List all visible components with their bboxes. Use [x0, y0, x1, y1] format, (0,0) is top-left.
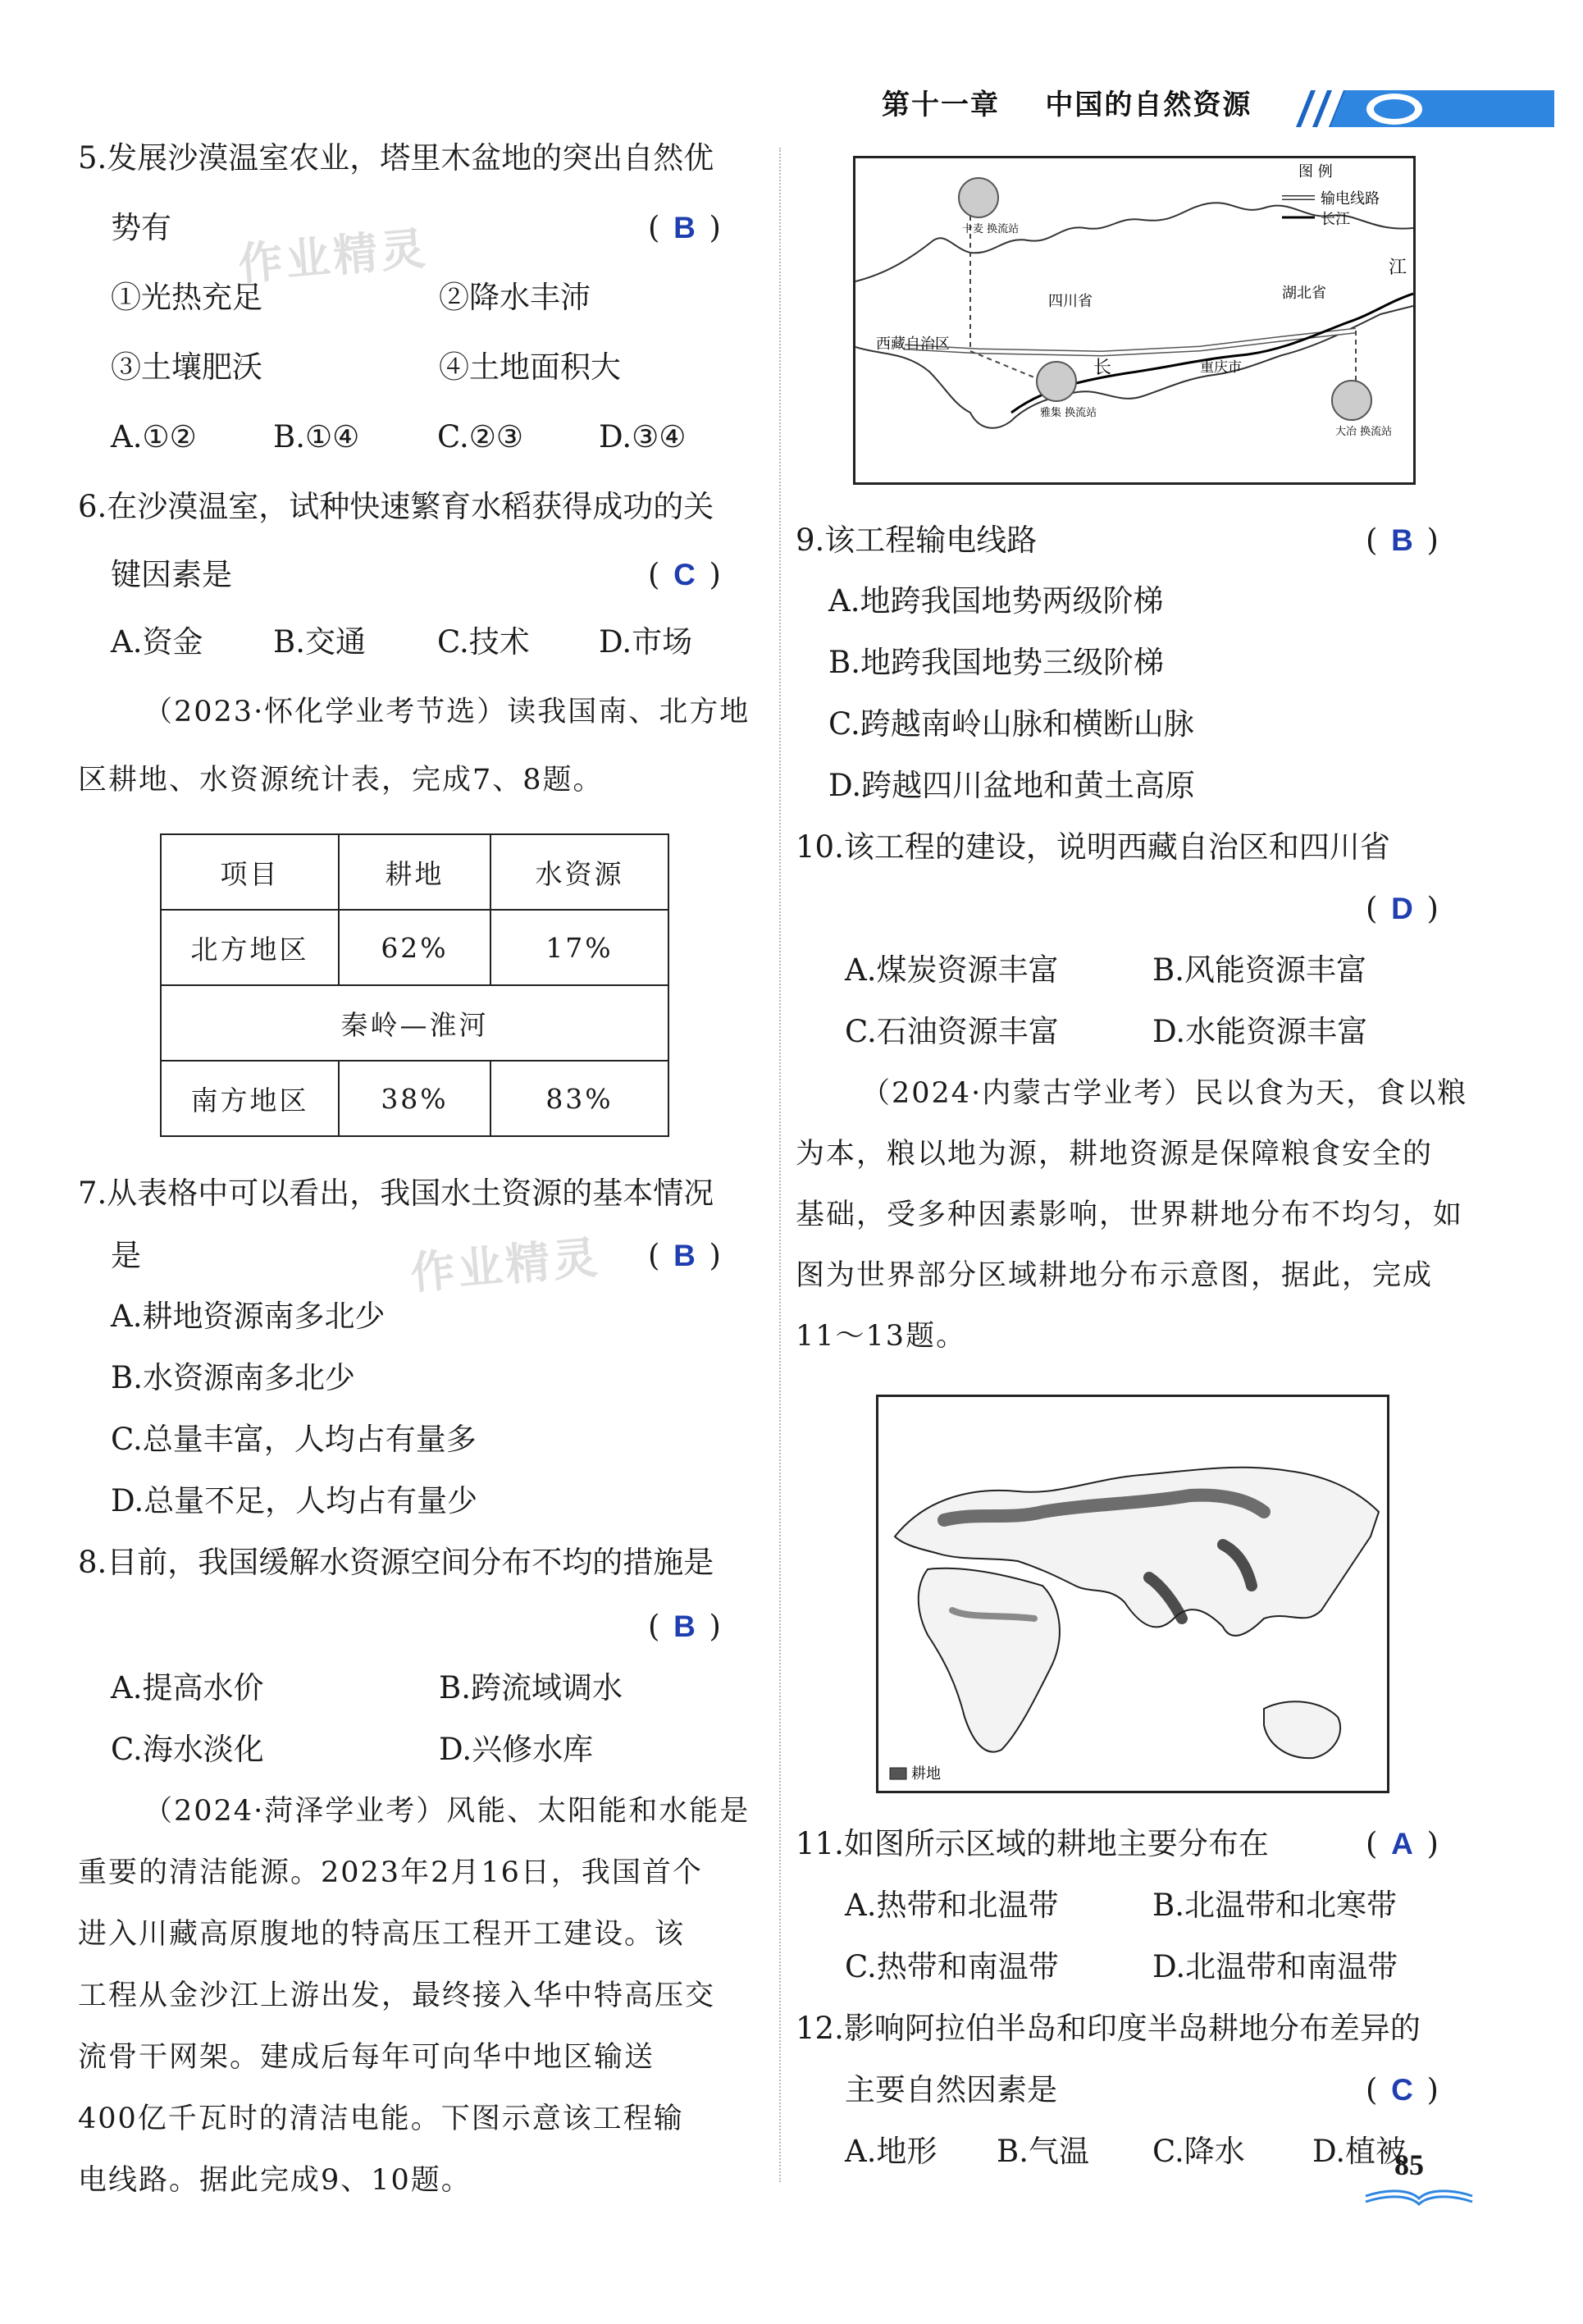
label-chongqing: 重庆市 — [1200, 359, 1242, 376]
q12-choice: D.植被 — [1312, 2134, 1407, 2169]
table-cell: 62% — [339, 910, 490, 985]
intro-11-13: 图为世界部分区域耕地分布示意图，据此，完成 — [796, 1259, 1434, 1292]
q9-option: C.跨越南岭山脉和横断山脉 — [828, 706, 1194, 742]
table-header-cell: 项目 — [161, 834, 339, 910]
intro-7-8: 区耕地、水资源统计表，完成7、8题。 — [78, 764, 604, 797]
intro-11-13: （2024·内蒙古学业考）民以食为天，食以粮 — [861, 1077, 1468, 1110]
q8-choice: B.跨流域调水 — [439, 1670, 623, 1705]
station-label: 雅集 换流站 — [1040, 407, 1097, 419]
q10-stem: 10.该工程的建设，说明西藏自治区和四川省 — [796, 829, 1390, 865]
transmission-map-drawing — [855, 158, 1413, 482]
q11-choice: C.热带和南温带 — [845, 1949, 1059, 1984]
answer-letter: B — [1391, 523, 1413, 557]
transmission-map — [853, 156, 1416, 485]
q7-answer: ( B ) — [648, 1238, 721, 1273]
column-divider — [779, 148, 781, 2182]
q12-choice: A.地形 — [845, 2134, 937, 2169]
table-cell: 17% — [490, 910, 668, 985]
table-cell: 北方地区 — [161, 910, 339, 985]
q12-answer: ( C ) — [1366, 2072, 1439, 2107]
intro-9-10: 进入川藏高原腹地的特高压工程开工建设。该 — [78, 1918, 686, 1951]
answer-letter: B — [673, 1239, 696, 1272]
label-xizang: 西藏自治区 — [876, 336, 950, 353]
q10-choice: C.石油资源丰富 — [845, 1014, 1059, 1049]
q9-option: A.地跨我国地势两级阶梯 — [828, 583, 1164, 619]
intro-9-10: 流骨干网架。建成后每年可向华中地区输送 — [78, 2041, 655, 2074]
resource-table — [160, 833, 669, 1137]
header-decoration — [1280, 82, 1554, 131]
farmland-map — [876, 1395, 1389, 1793]
q5-stem: 5.发展沙漠温室农业，塔里木盆地的突出自然优 — [78, 140, 714, 176]
table-row — [161, 1061, 668, 1136]
q7-option: C.总量丰富，人均占有量多 — [111, 1422, 477, 1457]
farmland-map-drawing — [878, 1397, 1387, 1791]
answer-letter: C — [1391, 2073, 1413, 2107]
station-label: 大冶 换流站 — [1335, 426, 1393, 438]
intro-9-10: 工程从金沙江上游出发，最终接入华中特高压交 — [78, 1979, 716, 2012]
q11-stem: 11.如图所示区域的耕地主要分布在 — [796, 1826, 1269, 1861]
q5-stem: 势有 — [111, 210, 171, 245]
q6-choice: D.市场 — [599, 624, 693, 660]
q7-option: A.耕地资源南多北少 — [111, 1299, 385, 1334]
q12-stem: 主要自然因素是 — [845, 2072, 1057, 2107]
q5-option: ②降水丰沛 — [439, 280, 591, 315]
book-icon — [1362, 2184, 1476, 2208]
label-jiang: 江 — [1389, 258, 1407, 278]
intro-9-10: 电线路。据此完成9、10题。 — [78, 2164, 472, 2197]
intro-9-10: （2024·菏泽学业考）风能、太阳能和水能是 — [144, 1795, 750, 1828]
table-row — [161, 910, 668, 985]
q7-option: D.总量不足，人均占有量少 — [111, 1483, 478, 1518]
intro-11-13: 基础，受多种因素影响，世界耕地分布不均匀，如 — [796, 1199, 1464, 1231]
watermark: 作业精灵 — [236, 221, 431, 290]
q8-choice: C.海水淡化 — [111, 1732, 264, 1767]
q12-stem: 12.影响阿拉伯半岛和印度半岛耕地分布差异的 — [796, 2011, 1421, 2046]
q10-choice: A.煤炭资源丰富 — [845, 952, 1059, 988]
table-header-cell: 水资源 — [490, 834, 668, 910]
q6-answer: ( C ) — [648, 557, 721, 592]
chapter-header — [882, 82, 1252, 122]
q11-choice: A.热带和北温带 — [845, 1888, 1059, 1923]
q6-choice: C.技术 — [437, 624, 530, 660]
table-header-cell: 耕地 — [339, 834, 490, 910]
watermark: 作业精灵 — [408, 1230, 603, 1299]
table-cell: 83% — [490, 1061, 668, 1136]
intro-9-10: 400亿千瓦时的清洁电能。下图示意该工程输 — [78, 2103, 684, 2135]
answer-letter: B — [673, 1609, 696, 1643]
q9-option: B.地跨我国地势三级阶梯 — [828, 645, 1164, 680]
q5-option: ③土壤肥沃 — [111, 349, 262, 385]
q8-answer: ( B ) — [648, 1609, 721, 1644]
q5-answer: ( B ) — [648, 210, 721, 245]
q6-stem: 6.在沙漠温室，试种快速繁育水稻获得成功的关 — [78, 489, 714, 524]
intro-9-10: 重要的清洁能源。2023年2月16日，我国首个 — [78, 1856, 703, 1889]
intro-11-13: 11～13题。 — [796, 1320, 967, 1353]
q8-choice: D.兴修水库 — [439, 1732, 594, 1767]
q6-choice: A.资金 — [111, 624, 203, 660]
q9-answer: ( B ) — [1366, 523, 1439, 558]
answer-letter: C — [673, 558, 696, 591]
farmland-legend: 耕地 — [911, 1765, 941, 1783]
q5-option: ①光热充足 — [111, 280, 262, 315]
label-chang: 长 — [1093, 358, 1112, 378]
q10-choice: D.水能资源丰富 — [1152, 1014, 1368, 1049]
q5-choice: A.①② — [111, 419, 197, 454]
legend-line2: 长江 — [1321, 211, 1350, 228]
q7-stem: 7.从表格中可以看出，我国水土资源的基本情况 — [78, 1176, 714, 1211]
q5-choice: B.①④ — [273, 419, 360, 454]
q12-choice: B.气温 — [997, 2134, 1089, 2169]
answer-letter: D — [1391, 892, 1413, 925]
q11-choice: B.北温带和北寒带 — [1152, 1888, 1397, 1923]
q12-choice: C.降水 — [1152, 2134, 1245, 2169]
q11-choice: D.北温带和南温带 — [1152, 1949, 1398, 1984]
table-cell: 38% — [339, 1061, 490, 1136]
intro-11-13: 为本，粮以地为源，耕地资源是保障粮食安全的 — [796, 1138, 1434, 1171]
intro-7-8: （2023·怀化学业考节选）读我国南、北方地 — [144, 696, 750, 728]
q8-stem: 8.目前，我国缓解水资源空间分布不均的措施是 — [78, 1545, 714, 1580]
table-divider-cell: 秦岭—淮河 — [161, 985, 668, 1061]
table-cell: 南方地区 — [161, 1061, 339, 1136]
q10-choice: B.风能资源丰富 — [1152, 952, 1366, 988]
q7-stem: 是 — [111, 1238, 141, 1273]
q5-option: ④土地面积大 — [439, 349, 621, 385]
q10-answer: ( D ) — [1366, 891, 1439, 926]
q5-choice: C.②③ — [437, 419, 524, 454]
chapter-title: 中国的自然资源 — [1045, 89, 1252, 121]
q6-stem: 键因素是 — [111, 557, 232, 592]
q9-stem: 9.该工程输电线路 — [796, 523, 1038, 558]
q9-option: D.跨越四川盆地和黄土高原 — [828, 768, 1196, 803]
page-number: 85 — [1394, 2148, 1424, 2181]
legend-title: 图 例 — [1298, 163, 1333, 180]
answer-letter: B — [673, 211, 696, 244]
q7-option: B.水资源南多北少 — [111, 1360, 355, 1395]
label-sichuan: 四川省 — [1048, 293, 1093, 310]
q8-choice: A.提高水价 — [111, 1670, 264, 1705]
q6-choice: B.交通 — [273, 624, 366, 660]
table-divider-row — [161, 985, 668, 1061]
station-label: 卡麦 换流站 — [962, 223, 1020, 235]
label-hubei: 湖北省 — [1282, 285, 1326, 302]
table-header-row — [161, 834, 668, 910]
q11-answer: ( A ) — [1366, 1826, 1439, 1861]
legend-line1: 输电线路 — [1321, 190, 1380, 208]
chapter-number: 第十一章 — [882, 89, 1000, 121]
q5-choice: D.③④ — [599, 419, 687, 454]
answer-letter: A — [1391, 1827, 1413, 1861]
